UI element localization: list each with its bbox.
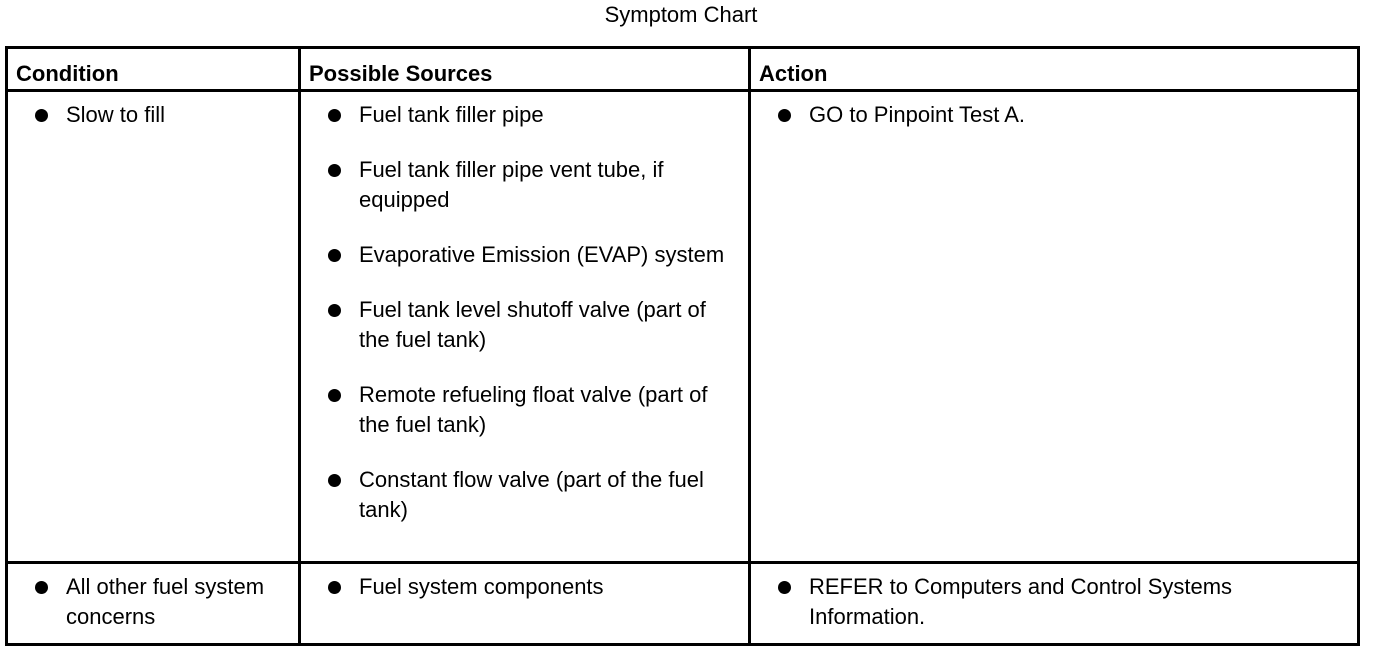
source-text: Evaporative Emission (EVAP) system [359, 242, 725, 267]
list-item [323, 380, 738, 440]
sources-list [323, 572, 738, 602]
symptom-chart-table [5, 46, 1360, 646]
source-text: Constant flow valve (part of the fuel tank) [359, 467, 704, 522]
possible-sources-cell [300, 91, 750, 563]
condition-cell [7, 91, 300, 563]
source-text: Fuel system components [359, 573, 604, 599]
list-item [30, 572, 288, 632]
source-text: Fuel tank filler pipe vent tube, if equipped [359, 157, 664, 212]
bullet-icon [328, 249, 341, 262]
list-item [323, 100, 738, 130]
action-list [773, 100, 1347, 130]
bullet-icon [328, 109, 341, 122]
bullet-icon [328, 474, 341, 487]
list-item [323, 155, 738, 215]
list-item [323, 465, 738, 525]
bullet-icon [328, 581, 341, 594]
list-item [30, 100, 288, 130]
action-list [773, 572, 1347, 632]
action-cell [750, 562, 1359, 644]
action-text: GO to Pinpoint Test A. [809, 102, 1026, 127]
column-header-possible-sources: Possible Sources [300, 48, 750, 91]
chart-title: Symptom Chart [604, 2, 758, 27]
table-header-row [7, 48, 1359, 91]
list-item [323, 295, 738, 355]
action-cell [750, 91, 1359, 563]
action-text: REFER to Computers and Control Systems Information. [809, 573, 1233, 629]
column-header-action: Action [750, 48, 1359, 91]
condition-list [30, 100, 288, 130]
condition-text: All other fuel system concerns [66, 573, 265, 629]
list-item [773, 572, 1347, 632]
bullet-icon [328, 389, 341, 402]
source-text: Fuel tank filler pipe [359, 102, 544, 127]
bullet-icon [328, 304, 341, 317]
sources-list [323, 100, 738, 525]
bullet-icon [328, 164, 341, 177]
table-row [7, 562, 1359, 644]
list-item [773, 100, 1347, 130]
possible-sources-cell [300, 562, 750, 644]
bullet-icon [778, 581, 791, 594]
condition-text: Slow to fill [66, 102, 166, 127]
bullet-icon [778, 109, 791, 122]
column-header-condition: Condition [7, 48, 300, 91]
bullet-icon [35, 581, 48, 594]
condition-cell [7, 562, 300, 644]
source-text: Fuel tank level shutoff valve (part of the fuel tank) [359, 297, 706, 352]
condition-list [30, 572, 288, 632]
table-row [7, 91, 1359, 563]
list-item [323, 240, 738, 270]
source-text: Remote refueling float valve (part of the fuel tank) [359, 382, 708, 437]
list-item [323, 572, 738, 602]
bullet-icon [35, 109, 48, 122]
